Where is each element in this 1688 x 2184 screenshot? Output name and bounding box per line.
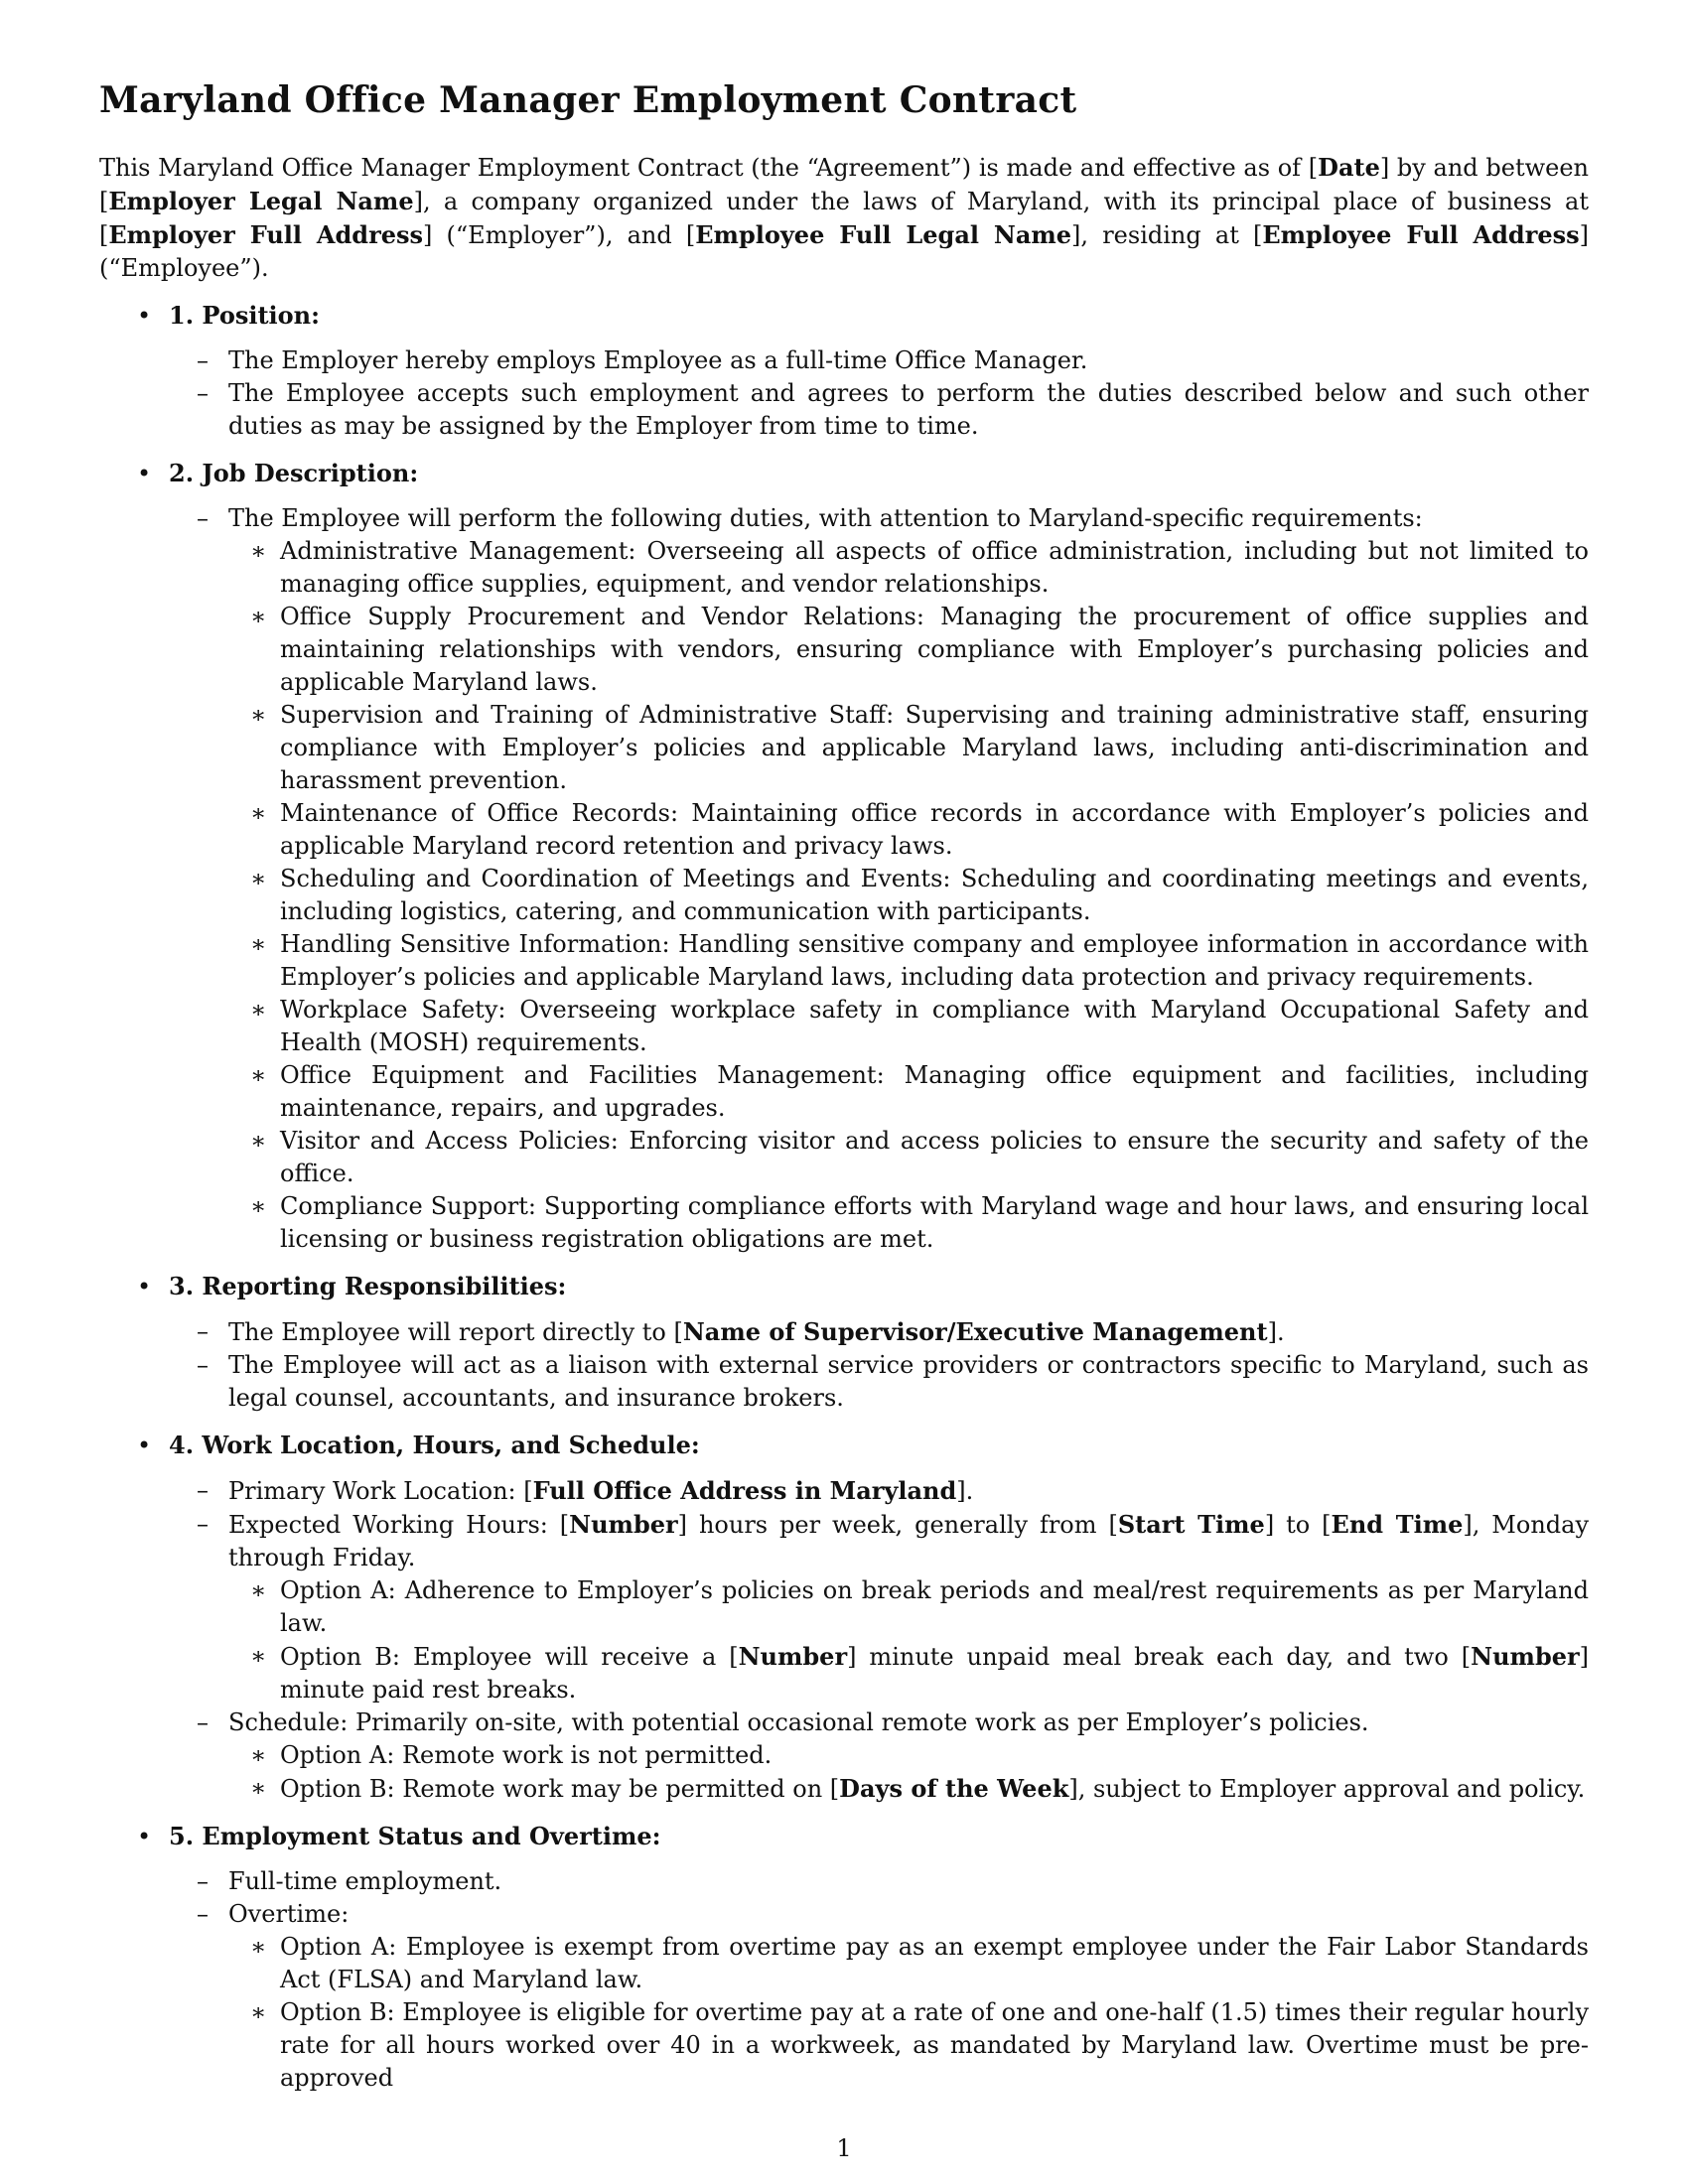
sub-list-item [99, 1125, 1589, 1190]
item-text: The Employee will perform the following duties, with attention to Maryland-specific requirements: [228, 504, 1423, 532]
item-text: Handling Sensitive Information: Handling sensitive company and employee information in accordance with Employer’s policies and applicable Maryland laws, including data protection and privacy requirements. [280, 930, 1589, 991]
item-text: Compliance Support: Supporting compliance efforts with Maryland wage and hour laws, and ensuring local licensing or business registration obligations are met. [280, 1192, 1589, 1253]
list-item [99, 1474, 1589, 1508]
intro-text: This Maryland Office Manager Employment Contract (the “Agreement”) is made and effective as of [ [99, 154, 1319, 182]
item-text: Option B: Employee is eligible for overtime pay at a rate of one and one-half (1.5) times their regular hourly rate for all hours worked over 40 in a workweek, as mandated by Maryland law. Overtime must be pre-approved [280, 1998, 1589, 2092]
item-text: Option B: Remote work may be permitted on [ [280, 1775, 840, 1803]
section-title: • 4. Work Location, Hours, and Schedule: [99, 1429, 1589, 1462]
placeholder-field: Name of Supervisor/Executive Management [682, 1317, 1268, 1346]
contract-sections [99, 299, 1589, 2095]
item-text: ] hours per week, generally from [ [677, 1511, 1118, 1539]
list-item [99, 344, 1589, 377]
item-text: Primary Work Location: [ [228, 1477, 533, 1505]
item-text: The Employee accepts such employment and agrees to perform the duties described below and such other duties as may be assigned by the Employer from time to time. [228, 379, 1589, 440]
placeholder-employee-address: Employee Full Address [1262, 220, 1580, 249]
placeholder-field: Start Time [1117, 1510, 1265, 1539]
item-text: Schedule: Primarily on-site, with potential occasional remote work as per Employer’s policies. [228, 1708, 1369, 1736]
intro-text: ], a company organized under the laws of Maryland, with its principal place of business at [ [99, 188, 1590, 249]
placeholder-field: Full Office Address in Maryland [532, 1476, 957, 1505]
section-title: • 5. Employment Status and Overtime: [99, 1820, 1589, 1853]
list-item [99, 1865, 1589, 1898]
placeholder-employee-name: Employee Full Legal Name [695, 220, 1072, 249]
list-item [99, 1508, 1589, 1574]
sub-list-item [99, 1059, 1589, 1125]
sub-list-item [99, 1190, 1589, 1256]
item-text: ] minute paid rest breaks. [280, 1643, 1590, 1704]
section [99, 457, 1589, 1256]
sub-list-item [99, 994, 1589, 1059]
sub-list-item [99, 863, 1589, 928]
section [99, 299, 1589, 443]
list-item [99, 1898, 1589, 1931]
sub-list-item [99, 1996, 1589, 2095]
sub-list-item [99, 1772, 1589, 1806]
sub-list-item [99, 535, 1589, 601]
item-text: Scheduling and Coordination of Meetings and Events: Scheduling and coordinating meetings and events, including logistics, catering, and communication with participants. [280, 865, 1589, 925]
list-item [99, 1315, 1589, 1349]
document-title: Maryland Office Manager Employment Contract [99, 79, 1077, 121]
item-text: ] to [ [1264, 1511, 1332, 1539]
list-item [99, 377, 1589, 443]
item-text: Full-time employment. [228, 1867, 502, 1895]
intro-text: ] by and between [ [99, 154, 1589, 215]
placeholder-field: Number [1471, 1642, 1580, 1671]
page-number: 1 [836, 2134, 852, 2162]
item-text: Office Supply Procurement and Vendor Relations: Managing the procurement of office supplies and maintaining relationships with vendors, ensuring compliance with Employer’s purchasing policies and applicable Maryland laws. [280, 603, 1589, 696]
section-title: • 1. Position: [99, 299, 1589, 333]
sub-list-item [99, 928, 1589, 994]
item-text: ], Monday through Friday. [228, 1511, 1590, 1571]
item-text: Administrative Management: Overseeing all aspects of office administration, including but not limited to managing office supplies, equipment, and vendor relationships. [280, 537, 1589, 598]
section-title: • 3. Reporting Responsibilities: [99, 1270, 1589, 1303]
item-text: Office Equipment and Facilities Management: Managing office equipment and facilities, including maintenance, repairs, and upgrades. [280, 1061, 1589, 1122]
section [99, 1270, 1589, 1415]
intro-text: ] (“Employer”), and [ [423, 221, 696, 249]
placeholder-employer-address: Employer Full Address [108, 220, 424, 249]
sub-list-item [99, 601, 1589, 699]
section [99, 1820, 1589, 2095]
sub-list-item [99, 1574, 1589, 1640]
item-text: Maintenance of Office Records: Maintaining office records in accordance with Employer’s policies and applicable Maryland record retention and privacy laws. [280, 799, 1589, 860]
item-text: Visitor and Access Policies: Enforcing visitor and access policies to ensure the security and safety of the office. [280, 1127, 1589, 1187]
item-text: ], subject to Employer approval and policy. [1068, 1775, 1586, 1803]
item-text: Option A: Employee is exempt from overtime pay as an exempt employee under the Fair Labor Standards Act (FLSA) and Maryland law. [280, 1933, 1589, 1993]
placeholder-employer-name: Employer Legal Name [108, 187, 414, 215]
item-text: Option B: Employee will receive a [ [280, 1643, 739, 1671]
list-item [99, 502, 1589, 535]
placeholder-field: Number [569, 1510, 678, 1539]
sub-list-item [99, 1931, 1589, 1996]
item-text: Option A: Remote work is not permitted. [280, 1741, 773, 1769]
item-text: ]. [956, 1477, 974, 1505]
intro-text: ] (“Employee”). [99, 221, 1590, 282]
list-item [99, 1349, 1589, 1415]
placeholder-field: Days of the Week [839, 1774, 1069, 1803]
item-text: The Employee will report directly to [ [228, 1318, 683, 1346]
sub-list-item [99, 699, 1589, 797]
item-text: Workplace Safety: Overseeing workplace safety in compliance with Maryland Occupational Safety and Health (MOSH) requirements. [280, 996, 1589, 1056]
placeholder-field: Number [738, 1642, 848, 1671]
document-page [99, 79, 1589, 2095]
item-text: Supervision and Training of Administrative Staff: Supervising and training administrative staff, ensuring compliance with Employer’s policies and applicable Maryland laws, including anti-discrimination and harassment prevention. [280, 701, 1589, 794]
sub-list-item [99, 1739, 1589, 1772]
sub-list-item [99, 797, 1589, 863]
item-text: ]. [1267, 1318, 1285, 1346]
placeholder-date: Date [1318, 153, 1380, 182]
item-text: Overtime: [228, 1900, 350, 1928]
item-text: The Employer hereby employs Employee as a full-time Office Manager. [228, 346, 1088, 374]
item-text: Expected Working Hours: [ [228, 1511, 570, 1539]
section-title: • 2. Job Description: [99, 457, 1589, 490]
section [99, 1429, 1589, 1806]
list-item [99, 1706, 1589, 1739]
intro-paragraph [99, 151, 1589, 285]
item-text: Option A: Adherence to Employer’s policies on break periods and meal/rest requirements as per Maryland law. [280, 1576, 1589, 1637]
intro-text: ], residing at [ [1071, 221, 1263, 249]
sub-list-item [99, 1640, 1589, 1706]
item-text: The Employee will act as a liaison with external service providers or contractors specific to Maryland, such as legal counsel, accountants, and insurance brokers. [228, 1351, 1589, 1412]
placeholder-field: End Time [1331, 1510, 1464, 1539]
item-text: ] minute unpaid meal break each day, and two [ [847, 1643, 1472, 1671]
